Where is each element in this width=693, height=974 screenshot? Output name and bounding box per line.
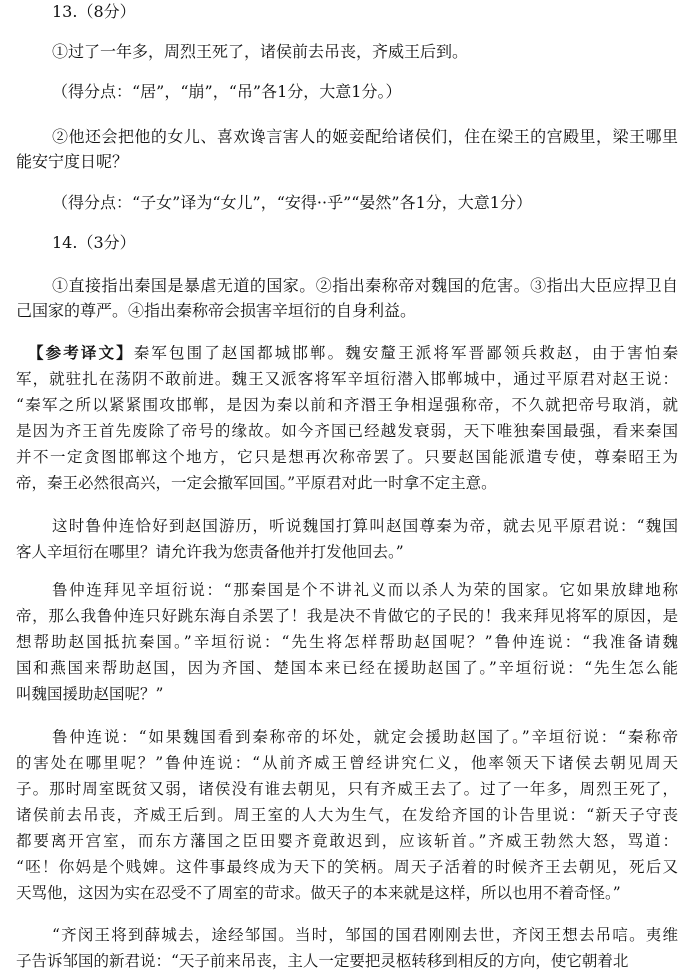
question-14-answer-line: ①直接指出秦国是暴虐无道的国家。②指出秦称帝对魏国的危害。③指出大臣应捍卫自	[52, 276, 678, 295]
translation-label: 【参考译文】	[28, 343, 134, 362]
translation-line: 客人辛垣衍在哪里？请允许我为您责备他并打发他回去。”	[16, 543, 404, 561]
translation-line: 国和燕国来帮助赵国，因为齐国、楚国本来已经在援助赵国了。”辛垣衍说：“先生怎么能	[16, 659, 678, 677]
translation-line: 天骂他，这因为实在忍受不了周室的苛求。做天子的本来就是这样，所以也用不着奇怪。”	[16, 884, 621, 902]
translation-line: 鲁仲连拜见辛垣衍说：“那秦国是个不讲礼义而以杀人为荣的国家。它如果放肆地称	[52, 581, 678, 599]
translation-line: 鲁仲连说：“如果魏国看到秦称帝的坏处，就定会援助赵国了。”辛垣衍说：“秦称帝	[52, 728, 678, 746]
question-13-answer-2-line: ②他还会把他的女儿、喜欢谗言害人的姬妾配给诸侯们，住在梁王的宫殿里，梁王哪里	[52, 127, 678, 146]
question-13-scoring-2: （得分点：“子女”译为“女儿”，“安得··乎”“晏然”各1分，大意1分）	[52, 193, 532, 212]
reference-translation	[16, 340, 678, 974]
translation-line: 军，就驻扎在荡阴不敢前进。魏王又派客将军辛垣衍潜入邯郸城中，通过平原君对赵王说：	[16, 370, 678, 388]
translation-paragraph	[16, 577, 678, 707]
question-13-answer-2-line: 能安宁度日呢？	[16, 152, 129, 171]
translation-line	[16, 340, 678, 366]
translation-line: 叫魏国援助赵国呢？”	[16, 685, 164, 703]
translation-line: 的害处在哪里呢？”鲁仲连说：“从前齐威王曾经讲究仁义，他率领天下诸侯去朝见周天	[16, 754, 678, 772]
translation-paragraph	[16, 724, 678, 906]
translation-line: 帝，秦王必然很高兴，一定会撤军回国。”平原君对此一时拿不定主意。	[16, 474, 497, 492]
translation-line: “齐闵王将到薛城去，途经邹国。当时，邹国的国君刚刚去世，齐闵王想去吊唁。夷维	[52, 926, 678, 944]
translation-line: 是因为齐王首先废除了帝号的缘故。如今齐国已经越发衰弱，天下唯独秦国最强，看来秦国	[16, 422, 678, 440]
translation-line: 帝，那么我鲁仲连只好跳东海自杀罢了！我是决不肯做它的子民的！我来拜见将军的原因，是	[16, 607, 678, 625]
question-13-answer-1: ①过了一年多，周烈王死了，诸侯前去吊丧，齐威王后到。	[52, 42, 469, 61]
translation-line: 想帮助赵国抵抗秦国。”辛垣衍说：“先生将怎样帮助赵国呢？”鲁仲连说：“我准备请魏	[16, 633, 678, 651]
translation-paragraph	[16, 340, 678, 496]
question-13-heading: 13.（8分）	[52, 2, 136, 21]
translation-line: 都要离开宫室，而东方藩国之臣田婴齐竟敢迟到，应该斩首。”齐威王勃然大怒，骂道：	[16, 832, 678, 850]
translation-line: “呸！你妈是个贱婢。这件事最终成为天下的笑柄。周天子活着的时候齐王去朝见，死后又	[16, 858, 678, 876]
translation-paragraph	[16, 513, 678, 565]
question-13-scoring-1: （得分点：“居”，“崩”，“吊”各1分，大意1分。）	[52, 82, 402, 101]
translation-line: 这时鲁仲连恰好到赵国游历，听说魏国打算叫赵国尊秦为帝，就去见平原君说：“魏国	[52, 517, 678, 535]
translation-line: 子。那时周室既贫又弱，诸侯没有谁去朝见，只有齐威王去了。过了一年多，周烈王死了，	[16, 780, 678, 798]
question-14-heading: 14.（3分）	[52, 233, 136, 252]
translation-line: “秦军之所以紧紧围攻邯郸，是因为秦以前和齐湣王争相逞强称帝，不久就把帝号取消，就	[16, 396, 678, 414]
translation-line-text: 秦军包围了赵国都城邯郸。魏安釐王派将军晋鄙领兵救赵，由于害怕秦	[133, 344, 678, 362]
translation-line: 并不一定贪图邯郸这个地方，它只是想再次称帝罢了。只要赵国能派遣专使，尊秦昭王为	[16, 448, 678, 466]
translation-line: 诸侯前去吊丧，齐威王后到。周王室的人大为生气，在发给齐国的讣告里说：“新天子守丧	[16, 806, 678, 824]
translation-paragraph	[16, 922, 678, 974]
question-14-answer-line: 己国家的尊严。④指出秦称帝会损害辛垣衍的自身利益。	[16, 301, 417, 320]
translation-line: 子告诉邹国的新君说：“天子前来吊丧，主人一定要把灵柩转移到相反的方向，使它朝着北	[16, 952, 629, 970]
